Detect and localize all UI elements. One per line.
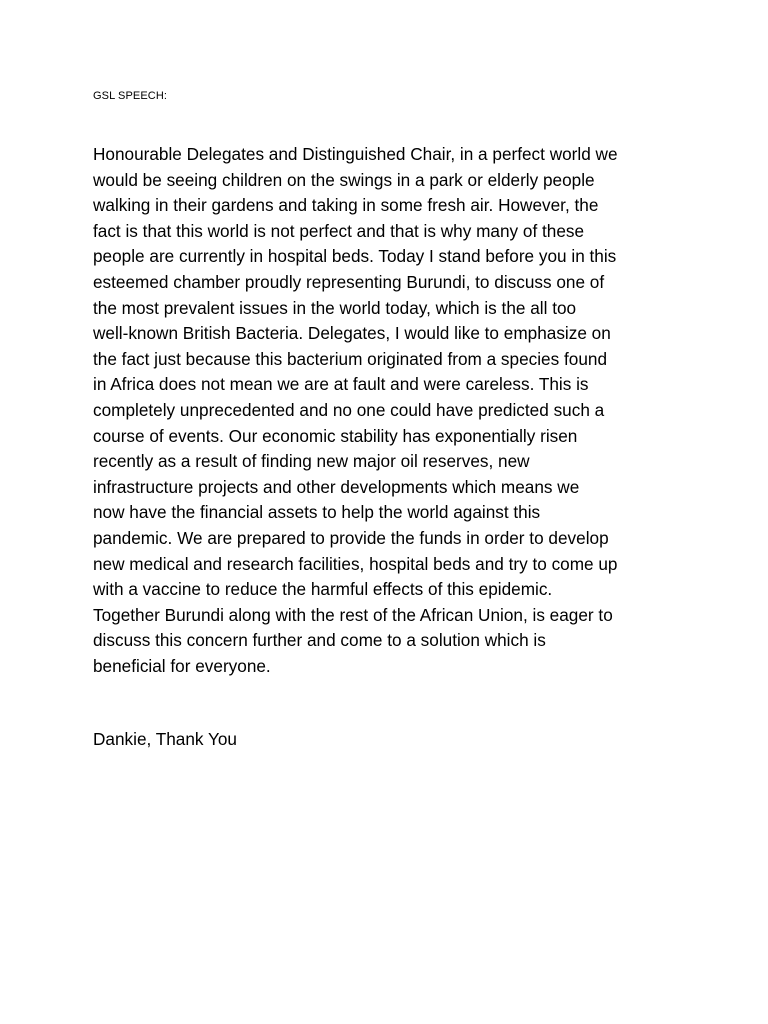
paragraph-line: the most prevalent issues in the world today, which is the all too [93,297,577,318]
paragraph-line: now have the financial assets to help the world against this [93,502,541,523]
paragraph-line: would be seeing children on the swings in a park or elderly people [93,169,595,190]
paragraph-line: Honourable Delegates and Distinguished Chair, in a perfect world we [93,144,618,164]
document-heading: GSL SPEECH: [93,90,168,102]
paragraph-line: new medical and research facilities, hospital beds and try to come up [93,553,618,574]
paragraph-line: infrastructure projects and other developments which means we [93,476,580,497]
paragraph-line: esteemed chamber proudly representing Burundi, to discuss one of [93,271,605,292]
paragraph-line: Together Burundi along with the rest of the African Union, is eager to [93,604,613,625]
paragraph-line: discuss this concern further and come to a solution which is [93,630,546,651]
closing-line: Dankie, Thank You [93,729,237,749]
speech-paragraph [93,142,693,679]
paragraph-line: with a vaccine to reduce the harmful effects of this epidemic. [93,579,553,600]
paragraph-line: well-known British Bacteria. Delegates, I would like to emphasize on [93,323,611,344]
paragraph-line: fact is that this world is not perfect and that is why many of these [93,220,585,241]
paragraph-line: in Africa does not mean we are at fault and were careless. This is [93,374,589,395]
paragraph-line: course of events. Our economic stability has exponentially risen [93,425,578,446]
paragraph-line: beneficial for everyone. [93,655,271,676]
paragraph-line: pandemic. We are prepared to provide the funds in order to develop [93,527,609,548]
paragraph-line: the fact just because this bacterium originated from a species found [93,348,607,369]
paragraph-line: completely unprecedented and no one could have predicted such a [93,399,605,420]
paragraph-line: recently as a result of finding new major oil reserves, new [93,451,530,472]
paragraph-line: walking in their gardens and taking in some fresh air. However, the [93,195,599,216]
paragraph-line: people are currently in hospital beds. Today I stand before you in this [93,246,617,267]
